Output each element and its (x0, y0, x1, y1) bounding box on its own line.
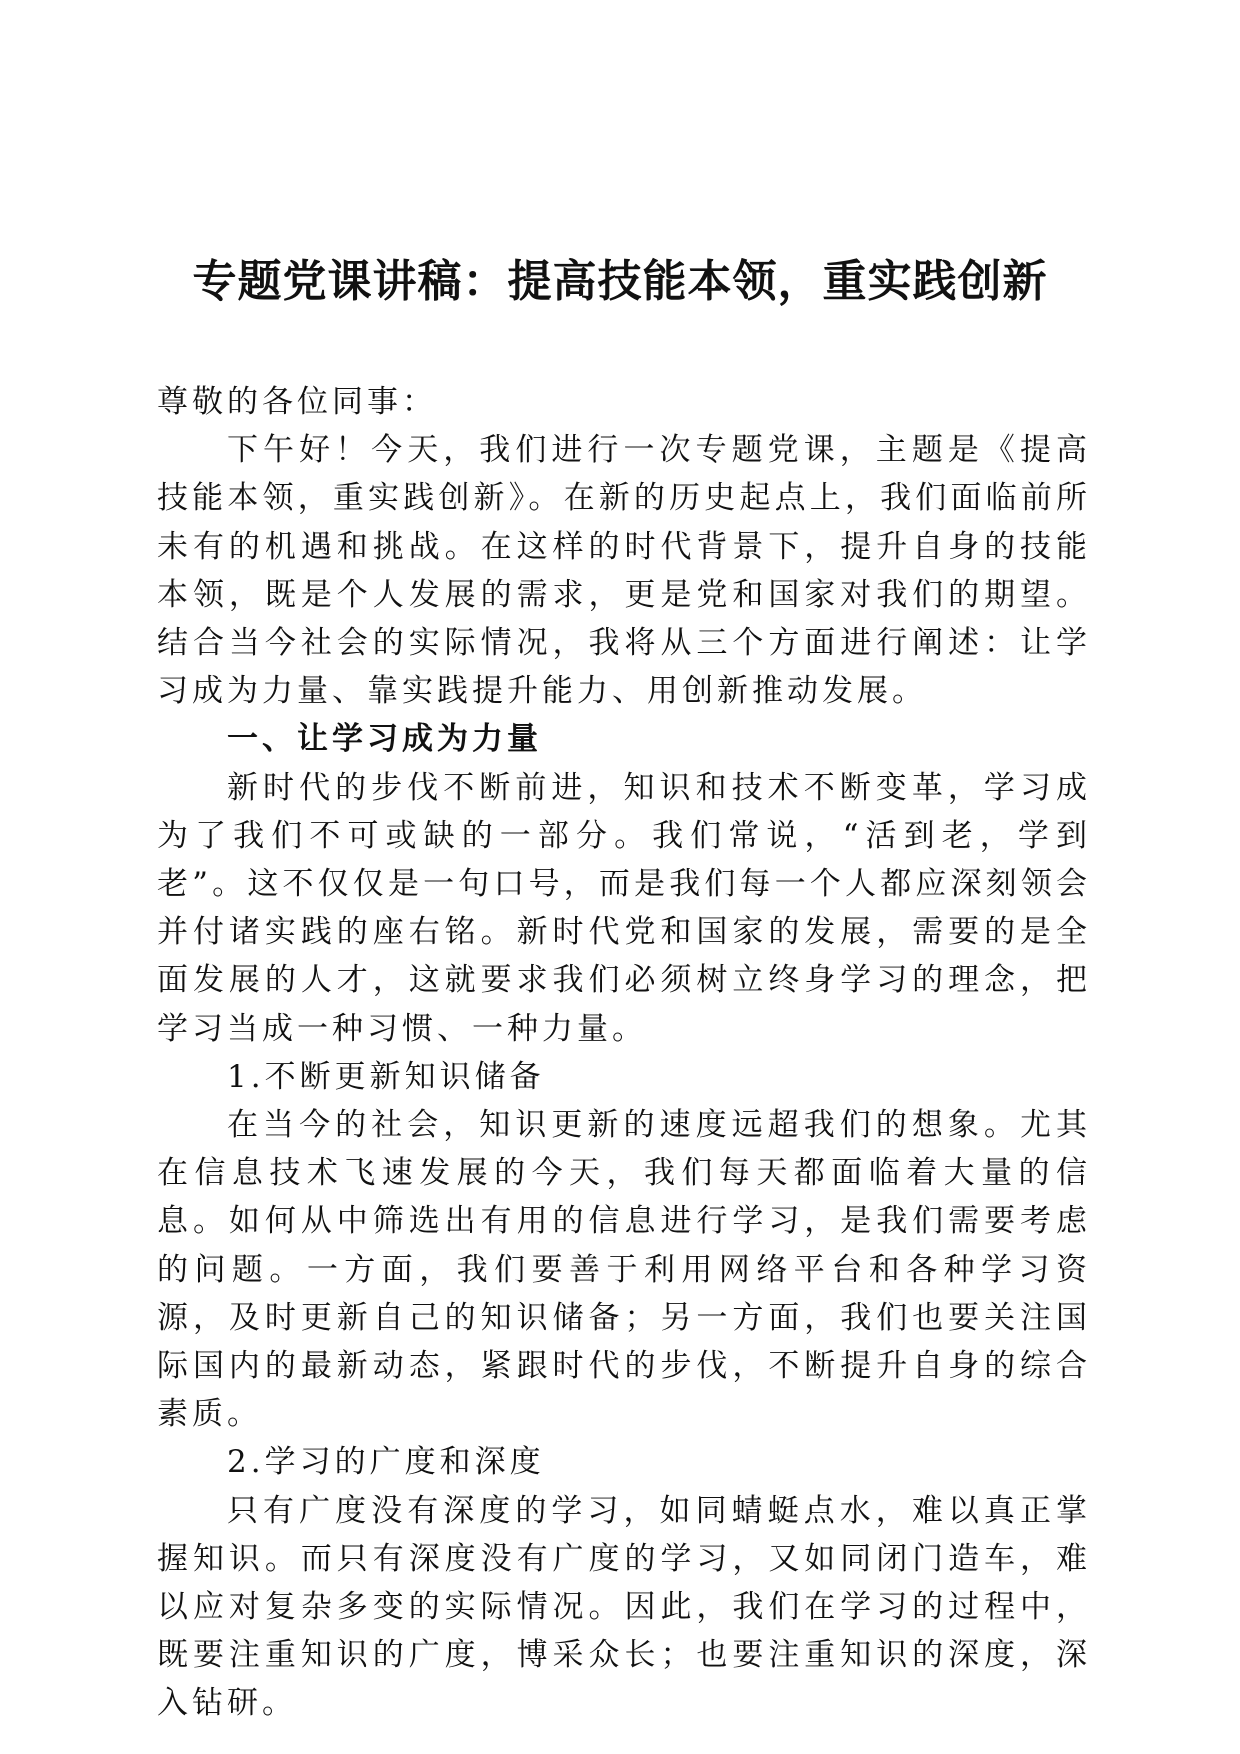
section-heading-1: 一、让学习成为力量 (227, 721, 542, 758)
subsection-heading-2: 2.学习的广度和深度 (227, 1444, 545, 1481)
document-title: 专题党课讲稿：提高技能本领，重实践创新 (192, 256, 1048, 307)
subsection-1-paragraph: 在当今的社会，知识更新的速度远超我们的想象。尤其在信息技术飞速发展的今天，我们每天都面临着大量的信息。如何从中筛选出有用的信息进行学习，是我们需要考虑的问题。一方面，我们要善于利用网络平台和各种学习资源，及时更新自己的知识储备；另一方面，我们也要关注国际国内的最新动态，紧跟时代的步伐，不断提升自身的综合素质。 (157, 1107, 1091, 1433)
subsection-heading-1: 1.不断更新知识储备 (227, 1058, 545, 1095)
document-body (157, 378, 1091, 1728)
salutation: 尊敬的各位同事： (157, 384, 437, 420)
section-1-paragraph: 新时代的步伐不断前进，知识和技术不断变革，学习成为了我们不可或缺的一部分。我们常说，“活到老，学到老”。这不仅仅是一句口号，而是我们每一个人都应深刻领会并付诸实践的座右铭。新时代党和国家的发展，需要的是全面发展的人才，这就要求我们必须树立终身学习的理念，把学习当成一种习惯、一种力量。 (157, 769, 1091, 1047)
subsection-2-paragraph: 只有广度没有深度的学习，如同蜻蜓点水，难以真正掌握知识。而只有深度没有广度的学习，又如同闭门造车，难以应对复杂多变的实际情况。因此，我们在学习的过程中，既要注重知识的广度，博采众长；也要注重知识的深度，深入钻研。 (157, 1492, 1091, 1722)
intro-paragraph: 下午好！今天，我们进行一次专题党课，主题是《提高技能本领，重实践创新》。在新的历史起点上，我们面临前所未有的机遇和挑战。在这样的时代背景下，提升自身的技能本领，既是个人发展的需求，更是党和国家对我们的期望。结合当今社会的实际情况，我将从三个方面进行阐述：让学习成为力量、靠实践提升能力、用创新推动发展。 (157, 432, 1091, 710)
